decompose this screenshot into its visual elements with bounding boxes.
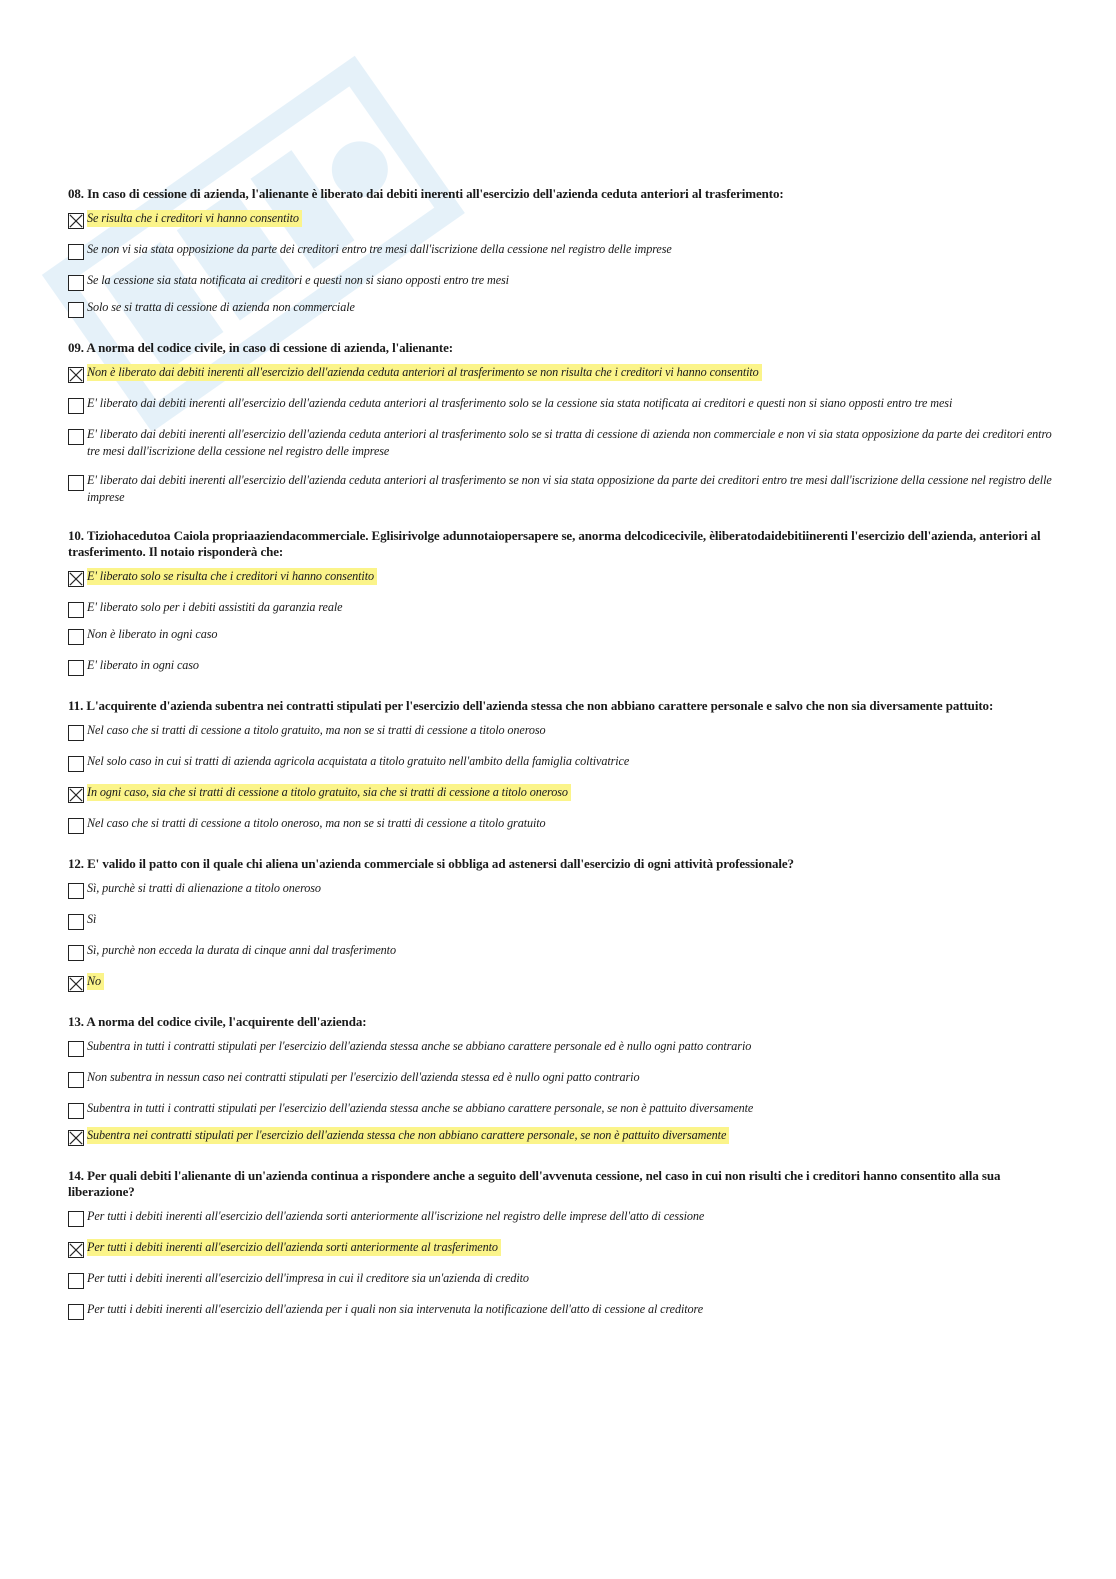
option[interactable] [68,1208,1058,1227]
option[interactable] [68,568,1058,587]
option-text: E' liberato solo se risulta che i creditori vi hanno consentito [87,568,377,585]
checkbox-unchecked-icon[interactable] [68,429,84,445]
option-text: E' liberato dai debiti inerenti all'esercizio dell'azienda ceduta anteriori al trasferimento solo se la cessione sia stata notificata ai creditori e questi non si siano opposti entro tre mesi [87,396,953,410]
question-text: 13. A norma del codice civile, l'acquirente dell'azienda: [68,1014,367,1029]
option[interactable] [68,753,1058,772]
checkbox-checked-icon[interactable] [68,1130,84,1146]
option-text: E' liberato in ogni caso [87,658,199,672]
option-text: Subentra in tutti i contratti stipulati per l'esercizio dell'azienda stessa anche se abbiano carattere personale, se non è pattuito diversamente [87,1101,754,1115]
checkbox-unchecked-icon[interactable] [68,275,84,291]
option[interactable] [68,657,1058,676]
option-text: Sì [87,912,97,926]
option-text: E' liberato dai debiti inerenti all'esercizio dell'azienda ceduta anteriori al trasferimento se non vi sia stata opposizione da parte dei creditori entro tre mesi dall'iscrizione della cessione nel registro delle imprese [87,473,1052,504]
checkbox-checked-icon[interactable] [68,571,84,587]
question-text: 09. A norma del codice civile, in caso di cessione di azienda, l'alienante: [68,340,454,355]
question-text: 10. Tiziohacedutoa Caiola propriaaziendacommerciale. Eglisirivolge adunnotaiopersapere se, anorma delcodicecivile, èliberatodaidebitiinerenti l'esercizio dell'azienda, anteriori al trasferimento. Il notaio risponderà che: [68,528,1041,559]
checkbox-checked-icon[interactable] [68,976,84,992]
option[interactable] [68,942,1058,961]
option-text: Sì, purchè si tratti di alienazione a titolo oneroso [87,881,321,895]
option[interactable] [68,1127,1058,1146]
option-text: Sì, purchè non ecceda la durata di cinque anni dal trasferimento [87,943,396,957]
option[interactable] [68,299,1058,318]
option[interactable] [68,241,1058,260]
option[interactable] [68,626,1058,645]
question-10 [68,528,1058,676]
question-12 [68,856,1058,992]
option-text: Per tutti i debiti inerenti all'esercizio dell'azienda per i quali non sia intervenuta la notificazione dell'atto di cessione al creditore [87,1302,704,1316]
question-13 [68,1014,1058,1146]
question-text: 11. L'acquirente d'azienda subentra nei contratti stipulati per l'esercizio dell'azienda stessa che non abbiano carattere personale e salvo che non sia diversamente pattuito: [68,698,994,713]
option-text: Nel caso che si tratti di cessione a titolo oneroso, ma non se si tratti di cessione a titolo gratuito [87,816,546,830]
option[interactable] [68,1301,1058,1320]
option[interactable] [68,472,1058,506]
option[interactable] [68,722,1058,741]
option[interactable] [68,911,1058,930]
quiz-page [68,186,1058,1342]
option-text: Non è liberato in ogni caso [87,627,218,641]
checkbox-checked-icon[interactable] [68,367,84,383]
option[interactable] [68,1069,1058,1088]
checkbox-unchecked-icon[interactable] [68,475,84,491]
option-text: Subentra in tutti i contratti stipulati per l'esercizio dell'azienda stessa anche se abbiano carattere personale ed è nullo ogni patto contrario [87,1039,752,1053]
option[interactable] [68,815,1058,834]
checkbox-unchecked-icon[interactable] [68,725,84,741]
question-09 [68,340,1058,506]
checkbox-unchecked-icon[interactable] [68,1041,84,1057]
option[interactable] [68,599,1058,618]
checkbox-checked-icon[interactable] [68,787,84,803]
option-text: Se risulta che i creditori vi hanno consentito [87,210,302,227]
option[interactable] [68,272,1058,291]
checkbox-unchecked-icon[interactable] [68,1072,84,1088]
option[interactable] [68,1100,1058,1119]
checkbox-checked-icon[interactable] [68,1242,84,1258]
option-text: In ogni caso, sia che si tratti di cessione a titolo gratuito, sia che si tratti di cessione a titolo oneroso [87,784,571,801]
option-text: Se non vi sia stata opposizione da parte dei creditori entro tre mesi dall'iscrizione della cessione nel registro delle imprese [87,242,672,256]
checkbox-unchecked-icon[interactable] [68,914,84,930]
option[interactable] [68,973,1058,992]
checkbox-checked-icon[interactable] [68,213,84,229]
checkbox-unchecked-icon[interactable] [68,1304,84,1320]
option-text: Subentra nei contratti stipulati per l'esercizio dell'azienda stessa che non abbiano carattere personale, se non è pattuito diversamente [87,1127,729,1144]
option-text: Se la cessione sia stata notificata ai creditori e questi non si siano opposti entro tre mesi [87,273,509,287]
checkbox-unchecked-icon[interactable] [68,1273,84,1289]
option-text: Per tutti i debiti inerenti all'esercizio dell'azienda sorti anteriormente al trasferimento [87,1239,501,1256]
option-text: Non subentra in nessun caso nei contratti stipulati per l'esercizio dell'azienda stessa ed è nullo ogni patto contrario [87,1070,640,1084]
checkbox-unchecked-icon[interactable] [68,302,84,318]
option-text: Non è liberato dai debiti inerenti all'esercizio dell'azienda ceduta anteriori al trasferimento se non risulta che i creditori vi hanno consentito [87,364,762,381]
option-text: Per tutti i debiti inerenti all'esercizio dell'azienda sorti anteriormente all'iscrizione nel registro delle imprese dell'atto di cessione [87,1209,705,1223]
option[interactable] [68,784,1058,803]
option[interactable] [68,1239,1058,1258]
option-text: No [87,973,104,990]
option-text: Nel solo caso in cui si tratti di azienda agricola acquistata a titolo gratuito nell'ambito della famiglia coltivatrice [87,754,630,768]
option-text: Per tutti i debiti inerenti all'esercizio dell'impresa in cui il creditore sia un'azienda di credito [87,1271,529,1285]
checkbox-unchecked-icon[interactable] [68,244,84,260]
option[interactable] [68,364,1058,383]
checkbox-unchecked-icon[interactable] [68,660,84,676]
checkbox-unchecked-icon[interactable] [68,756,84,772]
question-text: 14. Per quali debiti l'alienante di un'azienda continua a rispondere anche a seguito dell'avvenuta cessione, nel caso in cui non risulti che i creditori hanno consentito alla sua liberazione? [68,1168,1001,1199]
checkbox-unchecked-icon[interactable] [68,629,84,645]
question-08 [68,186,1058,318]
checkbox-unchecked-icon[interactable] [68,945,84,961]
option-text: E' liberato solo per i debiti assistiti da garanzia reale [87,600,343,614]
option[interactable] [68,210,1058,229]
option-text: Solo se si tratta di cessione di azienda non commerciale [87,300,355,314]
checkbox-unchecked-icon[interactable] [68,883,84,899]
checkbox-unchecked-icon[interactable] [68,398,84,414]
checkbox-unchecked-icon[interactable] [68,602,84,618]
question-text: 12. E' valido il patto con il quale chi aliena un'azienda commerciale si obbliga ad astenersi dall'esercizio di ogni attività professionale? [68,856,794,871]
option[interactable] [68,1270,1058,1289]
question-11 [68,698,1058,834]
checkbox-unchecked-icon[interactable] [68,1211,84,1227]
checkbox-unchecked-icon[interactable] [68,818,84,834]
option[interactable] [68,395,1058,414]
checkbox-unchecked-icon[interactable] [68,1103,84,1119]
option[interactable] [68,426,1058,460]
question-14 [68,1168,1058,1320]
option[interactable] [68,1038,1058,1057]
option-text: Nel caso che si tratti di cessione a titolo gratuito, ma non se si tratti di cessione a titolo oneroso [87,723,546,737]
option[interactable] [68,880,1058,899]
question-text: 08. In caso di cessione di azienda, l'alienante è liberato dai debiti inerenti all'esercizio dell'azienda ceduta anteriori al trasferimento: [68,186,784,201]
option-text: E' liberato dai debiti inerenti all'esercizio dell'azienda ceduta anteriori al trasferimento solo se si tratta di cessione di azienda non commerciale e non vi sia stata opposizione da parte dei creditori entro tre mesi dall'iscrizione della cessione nel registro delle imprese [87,427,1052,458]
